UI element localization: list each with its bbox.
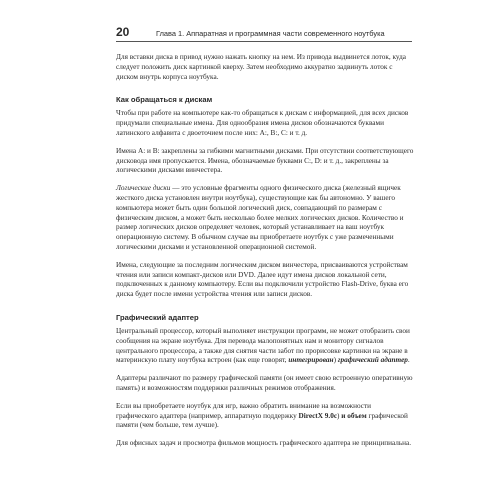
graphics-intro-text: Центральный процессор, который выполняет инструкции программ, не может отобразить свои сообщения на экране ноутбука. Для перевода малопонятных нам и монитору сигналов центрального процессора, а также для снятия части забот по прорисовке картинки на экране в материнскую плату ноутбука встроен (как еще говорят, xyxy=(116,326,410,365)
term-logical-disks: Логические диски xyxy=(116,184,171,193)
paragraph-gaming xyxy=(116,402,414,431)
gaming-text: Если вы приобретаете ноутбук для игр, важно обратить внимание на возможности графического адаптера (например, аппаратную поддержку xyxy=(116,401,372,420)
term-graphics-adapter: графический адаптер xyxy=(337,356,408,365)
paragraph-drive-letters: Имена, следующие за последним логическим диском винчестера, присваиваются устройствам чтения или записи компакт-дисков или DVD. Далее идут имена дисков локальной сети, подключенных к данному компьютеру. Если вы подключили устройство Flash-Drive, буква его диска будет после имени устройства чтения или записи дисков. xyxy=(116,260,409,299)
term-integrated: интегрирован xyxy=(288,356,334,365)
logical-disks-text: — это условные фрагменты одного физического диска (железный ящичек жесткого диска установлен внутри ноутбука), существующие как бы автономно. У вашего компьютера может быть один большой логический диск, совпадающий по размерам с физическим диском, а может быть несколько более мелких логических дисков. Количество и размер логических дисков определяет человек, который устанавливает на ваш ноутбук операционную систему. В обычном случае вы приобретаете ноутбук с уже размеченными логическими дисками и установленной операционной системой. xyxy=(116,184,404,251)
chapter-title: Глава 1. Аппаратная и программная части современного ноутбука xyxy=(156,29,385,38)
page-header xyxy=(116,25,412,42)
paragraph-disk-names: Чтобы при работе на компьютере как-то обращаться к дискам с информацией, для всех дисков придумали специальные имена. Для однообразия имена дисков обозначаются буквами латинского алфавита с двоеточием после них: A:, B:, C: и т. д. xyxy=(116,109,409,137)
graphics-intro-text: ) xyxy=(333,356,338,365)
paragraph-adapter-memory: Адаптеры различают по размеру графической памяти (он имеет свою встроенную оперативную память) и возможностям поддержки различных режимов отображения. xyxy=(116,374,413,392)
gaming-text: ) xyxy=(337,411,342,420)
section-heading-graphics-adapter: Графический адаптер xyxy=(116,312,199,322)
term-volume: и объем xyxy=(341,411,367,420)
paragraph-office: Для офисных задач и просмотра фильмов мощность графического адаптера не принципиальна. xyxy=(116,439,412,448)
term-directx: DirectX 9.0c xyxy=(298,411,338,420)
graphics-intro-text: . xyxy=(407,356,410,365)
page-content xyxy=(116,53,414,457)
page-number: 20 xyxy=(116,25,130,39)
paragraph-logical-disks xyxy=(116,184,414,253)
paragraph-graphics-intro xyxy=(116,327,414,366)
gaming-text: графической памяти (чем больше, тем лучше). xyxy=(116,411,408,430)
section-heading-disk-names: Как обращаться к дискам xyxy=(116,95,213,105)
paragraph-disk-insert: Для вставки диска в привод нужно нажать кнопку на нем. Из привода выдвинется лоток, куда следует положить диск картинкой кверху. Затем необходимо аккуратно задвинуть лоток с диском внутрь корпуса ноутбука. xyxy=(116,53,407,81)
paragraph-floppy-names: Имена A: и B: закреплены за гибкими магнитными дисками. При отсутствии соответствующего дисковода имя пропускается. Имена, обозначаемые буквами C:, D: и т. д., закреплены за логическими дисками винчестера. xyxy=(116,146,414,175)
